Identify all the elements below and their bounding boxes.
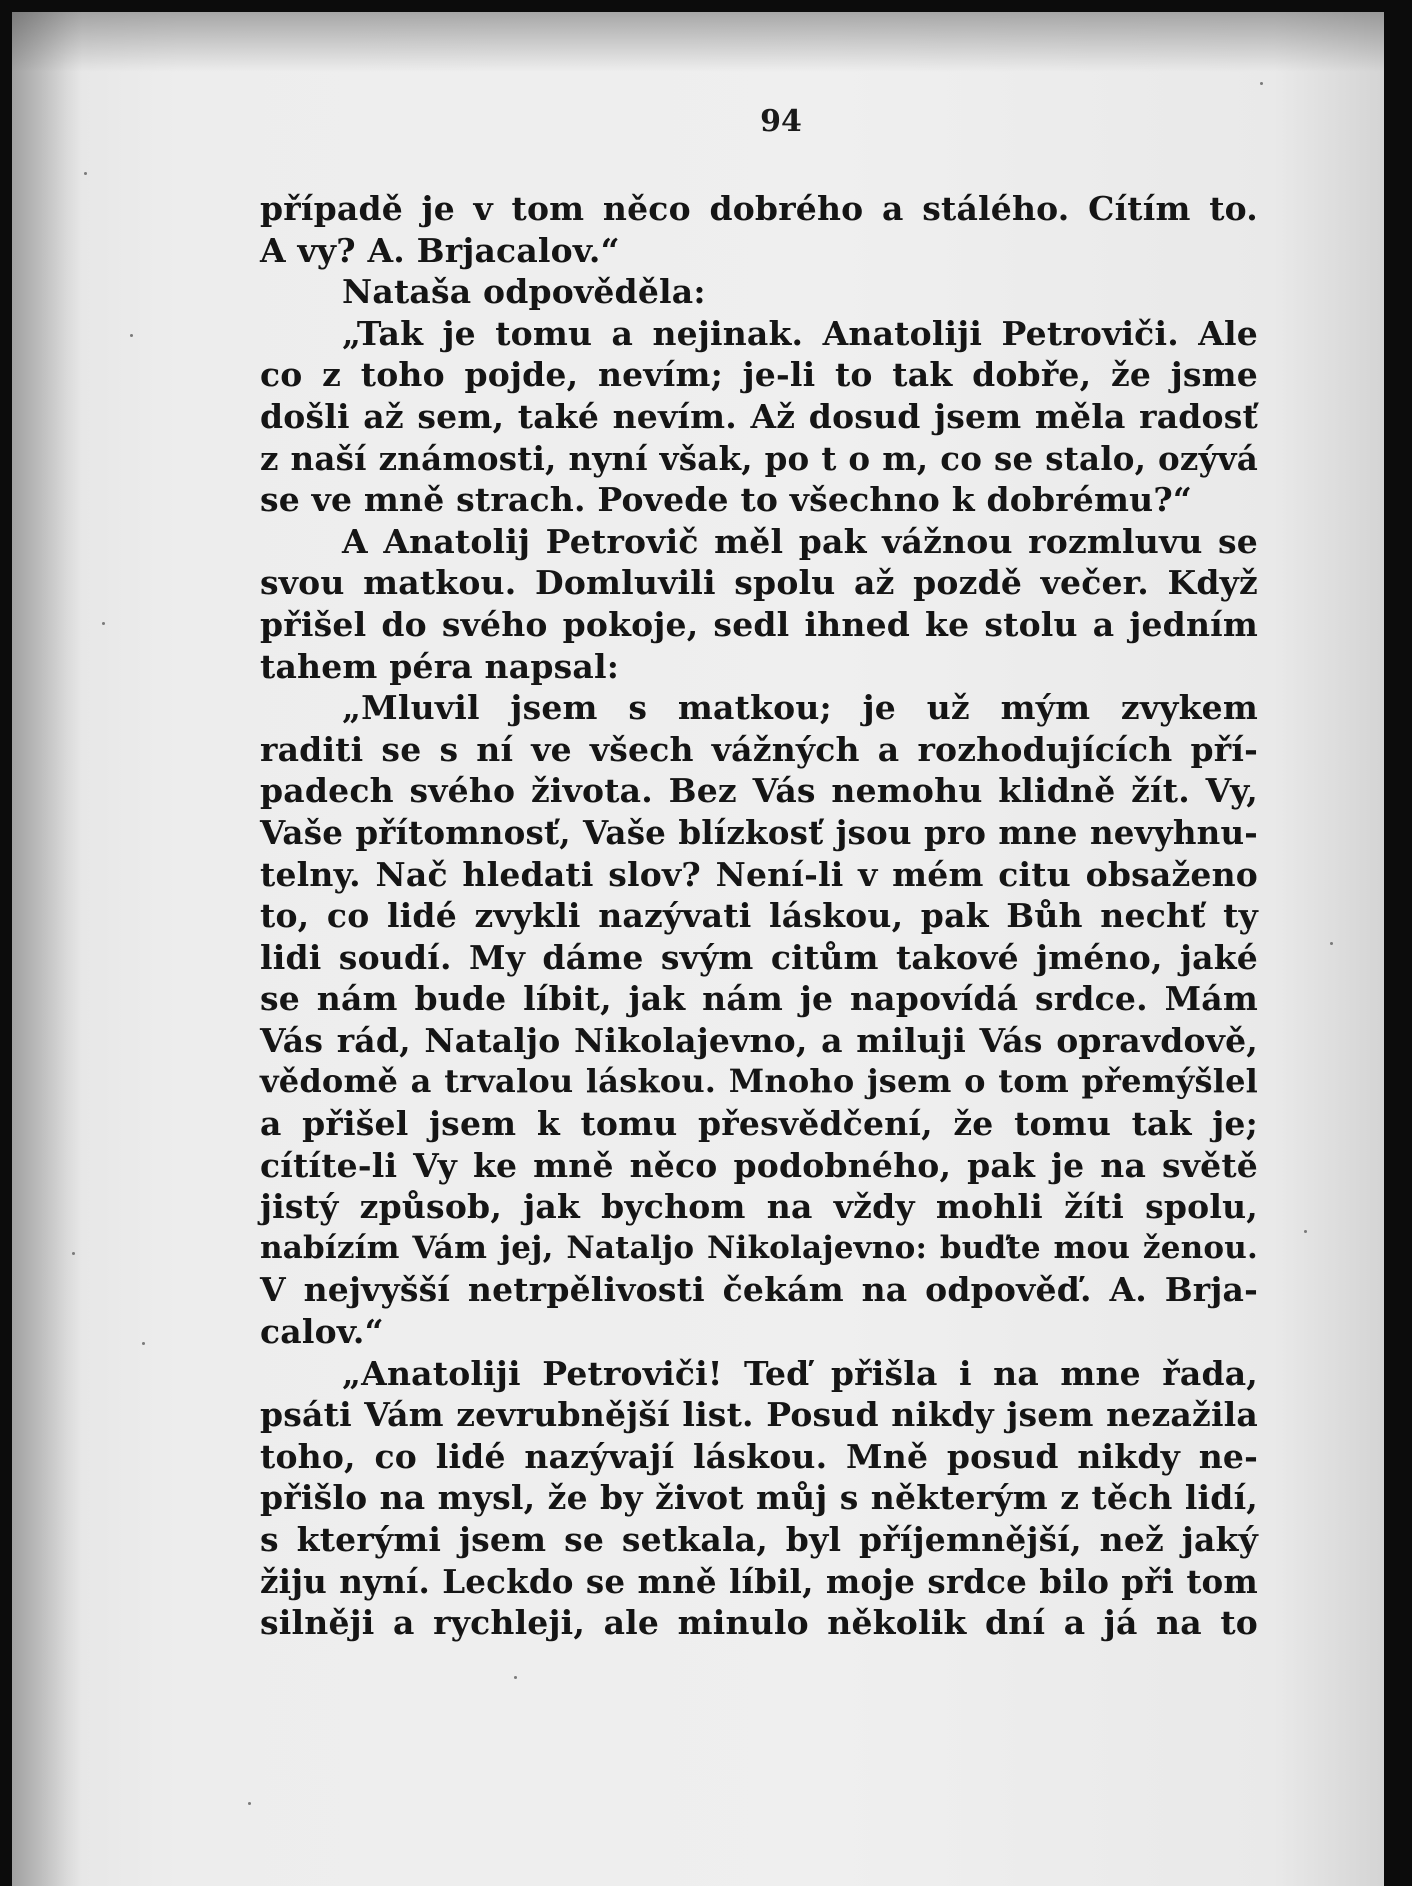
text-line: Vaše přítomnosť, Vaše blízkosť jsou pro mne nevyhnu-	[260, 812, 1258, 852]
text-line: Vás rád, Nataljo Nikolajevno, a miluji Vás opravdově,	[260, 1020, 1258, 1060]
text-line: přišlo na mysl, že by život můj s některým z těch lidí,	[260, 1478, 1258, 1518]
text-line: „Mluvil jsem s matkou; je už mým zvykem	[342, 688, 1258, 728]
text-line: calov.“	[260, 1312, 384, 1352]
text-line: raditi se s ní ve všech vážných a rozhodujících pří-	[260, 729, 1258, 769]
body-text	[260, 188, 1258, 1644]
text-line: to, co lidé zvykli nazývati láskou, pak Bůh nechť ty	[260, 896, 1258, 936]
text-line: co z toho pojde, nevím; je-li to tak dobře, že jsme	[260, 355, 1258, 395]
page-top-shadow	[12, 12, 1384, 72]
text-line: padech svého života. Bez Vás nemohu klidně žít. Vy,	[260, 771, 1258, 811]
text-line: vědomě a trvalou láskou. Mnoho jsem o tom přemýšlel	[260, 1062, 1258, 1101]
text-line: žiju nyní. Leckdo se mně líbil, moje srdce bilo při tom	[260, 1561, 1258, 1601]
text-line: A vy? A. Brjacalov.“	[260, 230, 620, 270]
text-line: cítíte-li Vy ke mně něco podobného, pak je na světě	[260, 1145, 1258, 1185]
text-line: „Anatoliji Petroviči! Teď přišla i na mne řada,	[342, 1353, 1258, 1393]
text-line: V nejvyšší netrpělivosti čekám na odpověď. A. Brja-	[260, 1270, 1258, 1310]
text-line: lidi soudí. My dáme svým citům takové jméno, jaké	[260, 937, 1258, 977]
text-line: psáti Vám zevrubnější list. Posud nikdy jsem nezažila	[260, 1395, 1258, 1435]
page-number: 94	[760, 104, 802, 139]
text-line: přišel do svého pokoje, sedl ihned ke stolu a jedním	[260, 604, 1258, 644]
text-line: došli až sem, také nevím. Až dosud jsem měla radosť	[260, 396, 1258, 436]
text-line: telny. Nač hledati slov? Není-li v mém citu obsaženo	[260, 854, 1258, 894]
text-line: A Anatolij Petrovič měl pak vážnou rozmluvu se	[342, 521, 1258, 561]
text-line: s kterými jsem se setkala, byl příjemnější, než jaký	[260, 1520, 1258, 1559]
text-line: Nataša odpověděla:	[342, 272, 706, 312]
text-line: tahem péra napsal:	[260, 646, 620, 686]
text-line: jistý způsob, jak bychom na vždy mohli žíti spolu,	[260, 1187, 1258, 1227]
text-line: toho, co lidé nazývají láskou. Mně posud nikdy ne-	[260, 1436, 1258, 1476]
text-line: se ve mně strach. Povede to všechno k dobrému?“	[260, 480, 1193, 520]
text-line: se nám bude líbit, jak nám je napovídá srdce. Mám	[260, 979, 1258, 1019]
book-page	[12, 12, 1384, 1886]
text-line: „Tak je tomu a nejinak. Anatoliji Petroviči. Ale	[342, 313, 1258, 353]
text-line: nabízím Vám jej, Nataljo Nikolajevno: buďte mou ženou.	[260, 1229, 1258, 1266]
page-gutter-shadow	[12, 12, 82, 1886]
text-line: silněji a rychleji, ale minulo několik dní a já na to	[260, 1603, 1258, 1643]
text-line: z naší známosti, nyní však, po t o m, co se stalo, ozývá	[260, 438, 1258, 478]
text-line: a přišel jsem k tomu přesvědčení, že tomu tak je;	[260, 1104, 1258, 1144]
text-line: případě je v tom něco dobrého a stálého. Cítím to.	[260, 189, 1258, 228]
text-line: svou matkou. Domluvili spolu až pozdě večer. Když	[260, 563, 1258, 603]
